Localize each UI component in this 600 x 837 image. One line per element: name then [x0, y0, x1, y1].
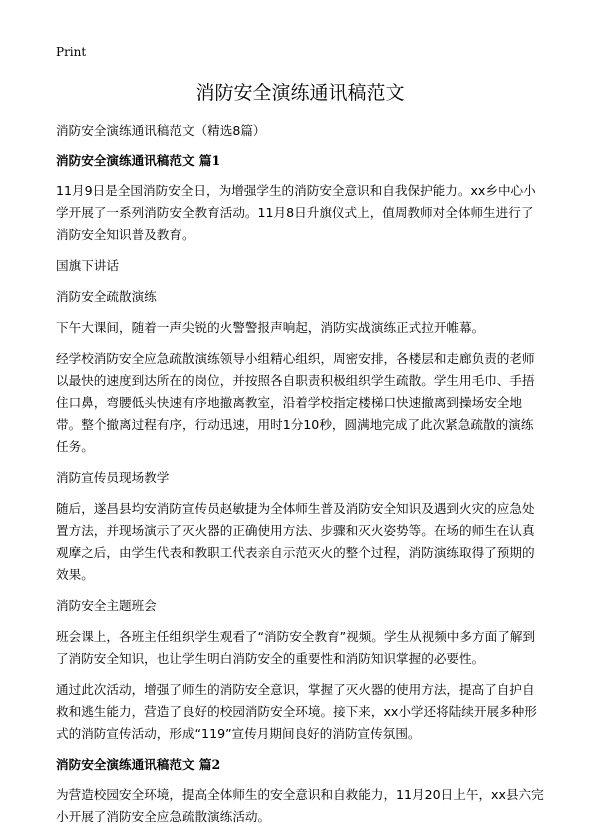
subsection-label: 消防安全疏散演练	[56, 289, 157, 304]
paragraph: 经学校消防安全应急疏散演练领导小组精心组织，周密安排，各楼层和走廊负责的老师以最快的速度到达所在的岗位，并按照各自职责积极组织学生疏散。学生用毛巾、手捂住口鼻，弯腰低头快速有序地撤离教室，沿着学校指定楼梯口快速撤离到操场安全地带。整个撤离过程有序，行动迅速，用时1分10秒，圆满地完成了此次紧急疏散的演练任务。	[56, 351, 535, 454]
subsection-label: 消防安全主题班会	[56, 598, 157, 613]
document-body	[56, 120, 544, 837]
print-link[interactable]: Print	[56, 45, 87, 59]
section-heading-2: 消防安全演练通讯稿范文 篇2	[56, 757, 221, 772]
paragraph: 为营造校园安全环境，提高全体师生的安全意识和自救能力，11月20日上午，xx县六完小开展了消防安全应急疏散演练活动。	[56, 787, 544, 824]
subsection-label: 国旗下讲话	[56, 258, 119, 273]
paragraph: 11月9日是全国消防安全日，为增强学生的消防安全意识和自我保护能力。xx乡中心小学开展了一系列消防安全教育活动。11月8日升旗仪式上，值周教师对全体师生进行了消防安全知识普及教育。	[56, 183, 536, 242]
paragraph: 班会课上，各班主任组织学生观看了“消防安全教育”视频。学生从视频中多方面了解到了消防安全知识，也让学生明白消防安全的重要性和消防知识掌握的必要性。	[56, 629, 536, 666]
paragraph: 随后，遂昌县均安消防宣传员赵敏捷为全体师生普及消防安全知识及遇到火灾的应急处置方法，并现场演示了灭火器的正确使用方法、步骤和灭火姿势等。在场的师生在认真观摩之后，由学生代表和教职工代表亲自示范灭火的整个过程，消防演练取得了预期的效果。	[56, 501, 535, 582]
paragraph: 通过此次活动，增强了师生的消防安全意识，掌握了灭火器的使用方法，提高了自护自救和逃生能力，营造了良好的校园消防安全环境。接下来，xx小学还将陆续开展多种形式的消防宣传活动，形成“119”宣传月期间良好的消防宣传氛围。	[56, 682, 537, 741]
document-subtitle: 消防安全演练通讯稿范文（精选8篇）	[56, 123, 266, 138]
page-title: 消防安全演练通讯稿范文	[195, 82, 405, 104]
section-heading-1: 消防安全演练通讯稿范文 篇1	[56, 153, 221, 168]
paragraph: 下午大课间，随着一声尖锐的火警警报声响起，消防实战演练正式拉开帷幕。	[56, 320, 485, 335]
subsection-label: 消防宣传员现场教学	[56, 470, 170, 485]
